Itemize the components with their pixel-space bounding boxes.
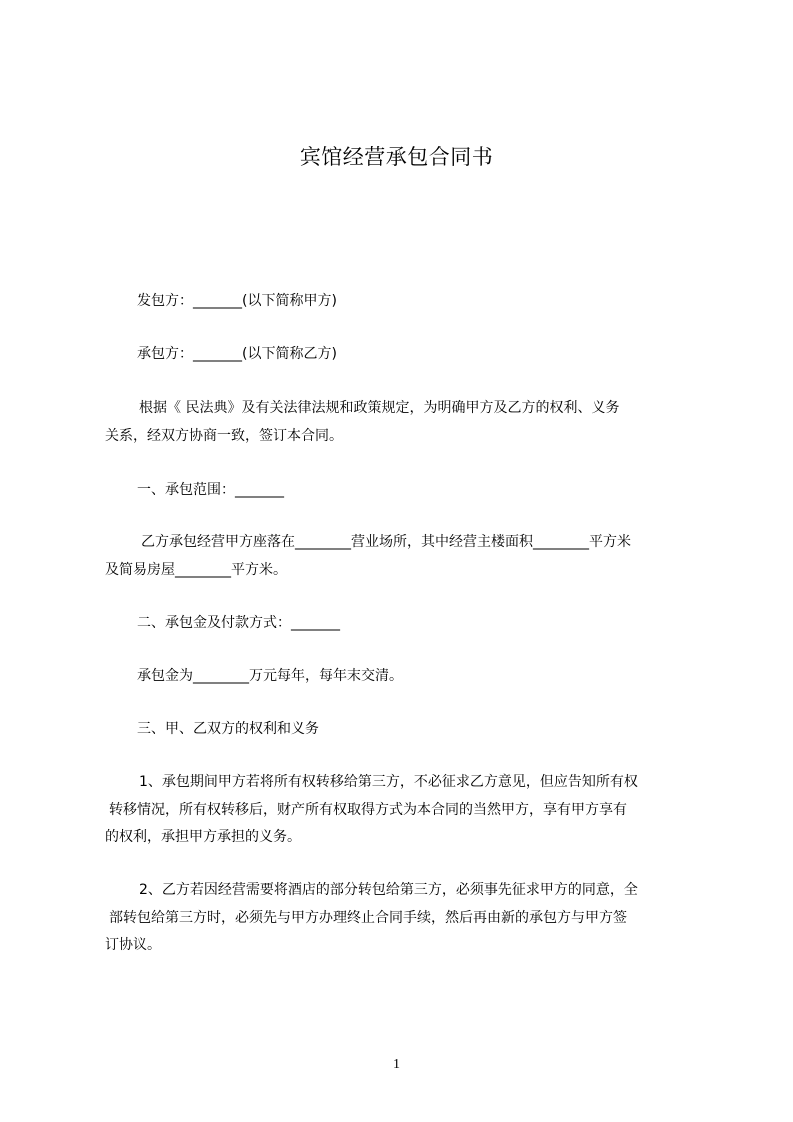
section-3-item-2-line-3: 订协议。 [105,937,161,953]
party-a-line: 发包方：_______(以下简称甲方) [137,293,337,309]
document-title: 宾馆经营承包合同书 [299,145,494,169]
section-1-line-1: 乙方承包经营甲方座落在________营业场所，其中经营主楼面积________平方米 [141,534,631,550]
intro-line-2: 关系，经双方协商一致，签订本合同。 [105,428,343,444]
section-2-line-1: 承包金为________万元每年，每年末交清。 [137,668,403,684]
section-3-item-1-line-3: 的权利，承担甲方承担的义务。 [105,829,301,845]
section-2-heading: 二、承包金及付款方式：_______ [137,615,340,631]
section-3-item-1-line-2: 转移情况，所有权转移后，财产所有权取得方式为本合同的当然甲方，享有甲方享有 [109,802,627,818]
section-1-heading: 一、承包范围：_______ [137,482,284,498]
party-b-line: 承包方：_______(以下简称乙方) [137,346,337,362]
section-3-item-1-line-1: 1、承包期间甲方若将所有权转移给第三方，不必征求乙方意见，但应告知所有权 [139,774,638,790]
section-3-heading: 三、甲、乙双方的权利和义务 [137,721,319,737]
section-1-line-2: 及简易房屋________平方米。 [105,562,287,578]
intro-line-1: 根据《 民法典》及有关法律法规和政策规定，为明确甲方及乙方的权利、义务 [139,400,620,416]
section-3-item-2-line-2: 部转包给第三方时，必须先与甲方办理终止合同手续，然后再由新的承包方与甲方签 [109,910,627,926]
section-3-item-2-line-1: 2、乙方若因经营需要将酒店的部分转包给第三方，必须事先征求甲方的同意，全 [139,882,638,898]
page-number: 1 [393,1057,400,1072]
